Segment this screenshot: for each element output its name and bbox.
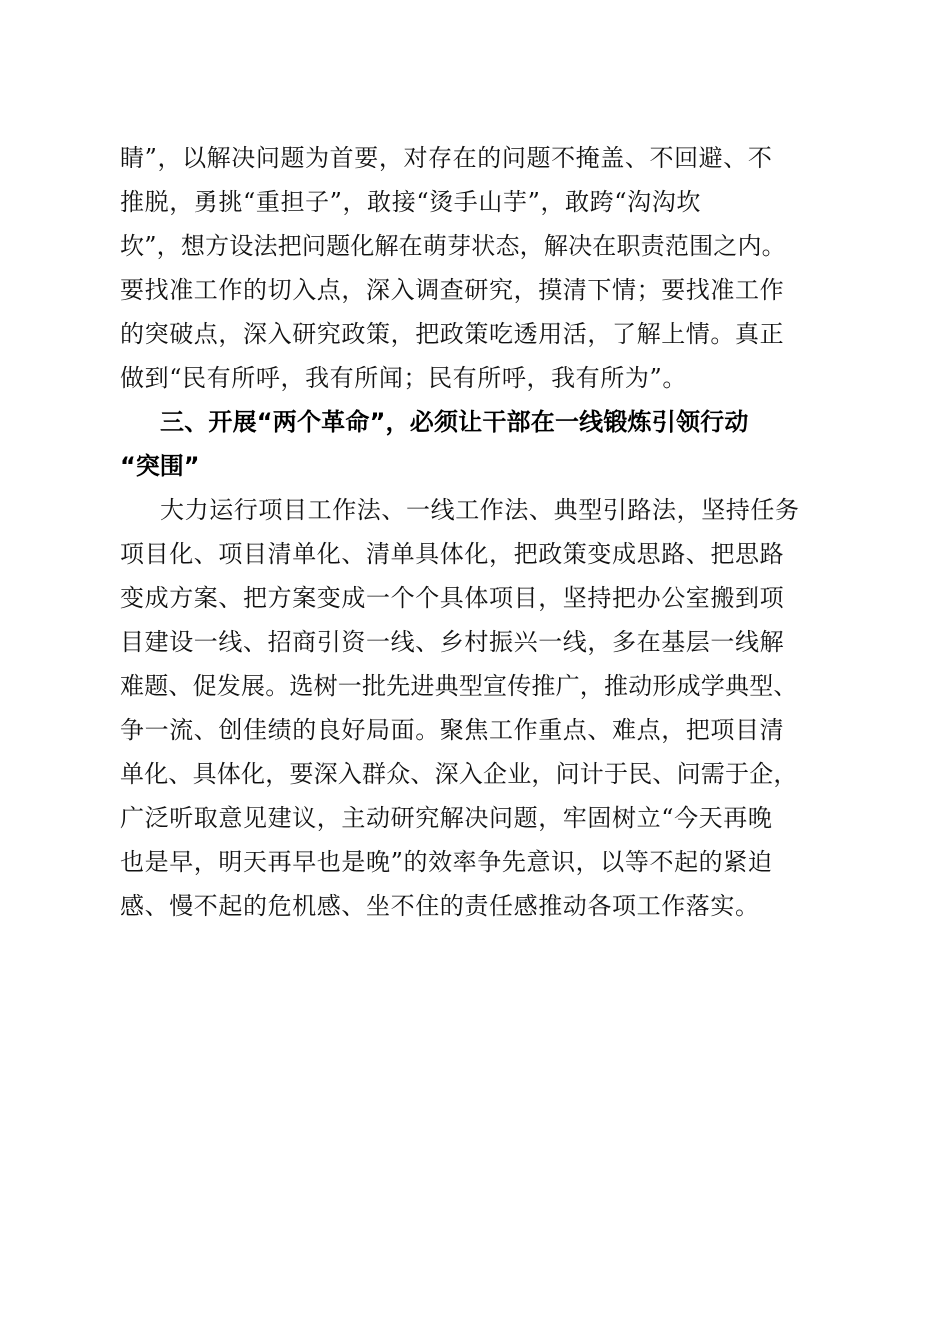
section-heading-line-1: 三、开展“两个革命”，必须让干部在一线锻炼引领行动 xyxy=(160,408,749,436)
paragraph-1-line-1: 睛”，以解决问题为首要，对存在的问题不掩盖、不回避、不 xyxy=(120,144,773,172)
paragraph-2-line-5: 难题、促发展。选树一批先进典型宣传推广，推动形成学典型、 xyxy=(120,672,798,700)
paragraph-2-line-7: 单化、具体化，要深入群众、深入企业，问计于民、问需于企， xyxy=(120,760,798,788)
paragraph-2-line-10: 感、慢不起的危机感、坐不住的责任感推动各项工作落实。 xyxy=(120,892,760,920)
paragraph-2-line-2: 项目化、项目清单化、清单具体化，把政策变成思路、把思路 xyxy=(120,540,785,568)
paragraph-1-line-6: 做到“民有所呼，我有所闻；民有所呼，我有所为”。 xyxy=(120,364,687,392)
paragraph-2-line-1: 大力运行项目工作法、一线工作法、典型引路法，坚持任务 xyxy=(160,496,800,524)
paragraph-2-line-9: 也是早，明天再早也是晚”的效率争先意识，以等不起的紧迫 xyxy=(120,848,773,876)
paragraph-2-line-4: 目建设一线、招商引资一线、乡村振兴一线，多在基层一线解 xyxy=(120,628,785,656)
paragraph-2-line-8: 广泛听取意见建议，主动研究解决问题，牢固树立“今天再晚 xyxy=(120,804,773,832)
paragraph-1-line-5: 的突破点，深入研究政策，把政策吃透用活，了解上情。真正 xyxy=(120,320,785,348)
paragraph-1-line-4: 要找准工作的切入点，深入调查研究，摸清下情；要找准工作 xyxy=(120,276,785,304)
paragraph-2-line-6: 争一流、创佳绩的良好局面。聚焦工作重点、难点，把项目清 xyxy=(120,716,785,744)
paragraph-2-line-3: 变成方案、把方案变成一个个具体项目，坚持把办公室搬到项 xyxy=(120,584,785,612)
section-heading-line-2: “突围” xyxy=(120,452,200,480)
paragraph-1-line-2: 推脱，勇挑“重担子”，敢接“烫手山芋”，敢跨“沟沟坎 xyxy=(120,188,701,216)
paragraph-1-line-3: 坎”，想方设法把问题化解在萌芽状态，解决在职责范围之内。 xyxy=(120,232,786,260)
